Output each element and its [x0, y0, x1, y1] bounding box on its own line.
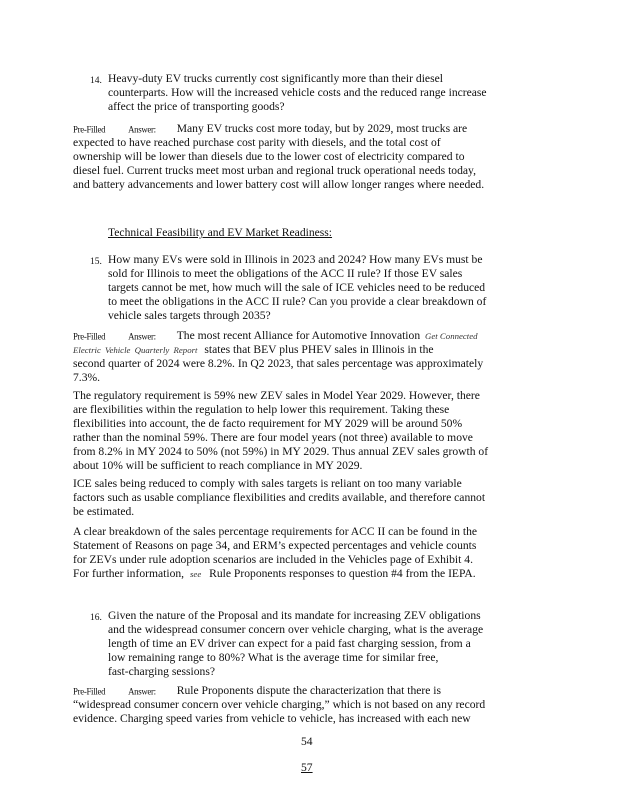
q15-para2-line-4: rather than the nominal 59%. There are four model years (not three) available to move [73, 431, 473, 444]
q16-line-2: and the widespread consumer concern over vehicle charging, what is the average [108, 623, 484, 636]
see-signal: see [190, 569, 202, 579]
q15-para3-line-2: factors such as usable compliance flexibilities and credits available, and therefore cannot [73, 491, 486, 504]
q15-number: 15. [90, 257, 102, 267]
q15-para2-line-5: from 8.2% in MY 2024 to 50% (not 59%) in MY 2029. Thus annual ZEV sales growth of [73, 445, 489, 458]
q14-answer-first-line [73, 122, 467, 136]
page-number-bottom: 57 [301, 761, 313, 774]
q16-answer-first-line [73, 684, 441, 698]
q15-line-3: targets cannot be met, how much will the sale of ICE vehicles need to be reduced [108, 281, 486, 294]
q14-line-2: counterparts. How will the increased vehicle costs and the reduced range increase [108, 86, 487, 99]
q15-para4-line-3: for ZEVs under rule adoption scenarios are included in the Vehicles page of Exhibit 4. [73, 553, 473, 566]
q15-line-5: vehicle sales targets through 2035? [108, 309, 271, 322]
q15-para4-line-2: Statement of Reasons on page 34, and ERM’s expected percentages and vehicle counts [73, 539, 477, 552]
q14-answer-line-2: expected to have reached purchase cost parity with diesels, and the total cost of [73, 136, 441, 149]
q15-para2-line-3: flexibilities into account, the de facto requirement for MY 2029 will be around 50% [73, 417, 463, 430]
answer-label: Answer: [128, 123, 156, 135]
q16-line-5: fast-charging sessions? [108, 665, 216, 678]
q15-answer-line-4: 7.3%. [73, 371, 101, 384]
q15-line-2: sold for Illinois to meet the obligations of the ACC II rule? If those EV sales [108, 267, 463, 280]
q15-answer-first-line [73, 329, 478, 343]
q15-para4-line-4: For further information, see Rule Proponents responses to question #4 from the IEPA. [73, 567, 476, 580]
q15-para2-line-2: are flexibilities within the regulation to help lower this requirement. Taking these [73, 403, 450, 416]
q16-answer-line-3: evidence. Charging speed varies from vehicle to vehicle, has increased with each new [73, 712, 471, 725]
q15-answer-second-line [73, 343, 434, 357]
q14-line-3: affect the price of transporting goods? [108, 100, 285, 113]
page-number: 54 [301, 735, 313, 748]
answer-label: Answer: [128, 330, 156, 342]
q15-answer-line-3: second quarter of 2024 were 8.2%. In Q2 2023, that sales percentage was approximately [73, 357, 484, 370]
q15-line-1: How many EVs were sold in Illinois in 2023 and 2024? How many EVs must be [108, 253, 483, 266]
q16-answer-line-2: “widespread consumer concern over vehicle charging,” which is not based on any record [73, 698, 486, 711]
q15-para2-line-6: about 10% will be sufficient to reach compliance in MY 2029. [73, 459, 363, 472]
q15-para3-line-3: be estimated. [73, 505, 135, 518]
q16-answer-text: Rule Proponents dispute the characterization that there is [176, 684, 442, 697]
q16-line-1: Given the nature of the Proposal and its mandate for increasing ZEV obligations [108, 609, 481, 622]
q14-answer-line-4: diesel fuel. Current trucks meet most urban and regional truck operational needs today, [73, 164, 476, 177]
q15-answer-text-cont: states that BEV plus PHEV sales in Illinois in the [204, 343, 434, 356]
prefilled-label: Pre-Filled [73, 685, 106, 697]
q15-para3-line-1: ICE sales being reduced to comply with sales targets is reliant on too many variable [73, 477, 462, 490]
prefilled-label: Pre-Filled [73, 123, 106, 135]
q16-line-4: low remaining range to 80%? What is the average time for similar free, [108, 651, 439, 664]
q14-line-1: Heavy-duty EV trucks currently cost significantly more than their diesel [108, 72, 443, 85]
section-heading: Technical Feasibility and EV Market Readiness: [108, 226, 333, 239]
q16-line-3: length of time an EV driver can expect for a paid fast charging session, from a [108, 637, 471, 650]
prefilled-label: Pre-Filled [73, 330, 106, 342]
q14-answer-line-3: ownership will be lower than diesels due to the lower cost of electricity compared to [73, 150, 465, 163]
q15-para4-line-1: A clear breakdown of the sales percentage requirements for ACC II can be found in the [73, 525, 478, 538]
q14-number: 14. [90, 76, 102, 86]
q16-number: 16. [90, 613, 102, 623]
report-title-part-2: Electric Vehicle Quarterly Report [73, 345, 198, 355]
q15-line-4: to meet the obligations in the ACC II rule? Can you provide a clear breakdown of [108, 295, 487, 308]
q14-answer-text: Many EV trucks cost more today, but by 2029, most trucks are [176, 122, 468, 135]
q14-answer-line-5: and battery advancements and lower battery cost will allow longer ranges where needed. [73, 178, 485, 191]
report-title-part-1: Get Connected [425, 331, 478, 341]
answer-label: Answer: [128, 685, 156, 697]
q15-para2-line-1: The regulatory requirement is 59% new ZEV sales in Model Year 2029. However, there [73, 389, 480, 402]
q15-answer-text: The most recent Alliance for Automotive Innovation [176, 329, 421, 342]
